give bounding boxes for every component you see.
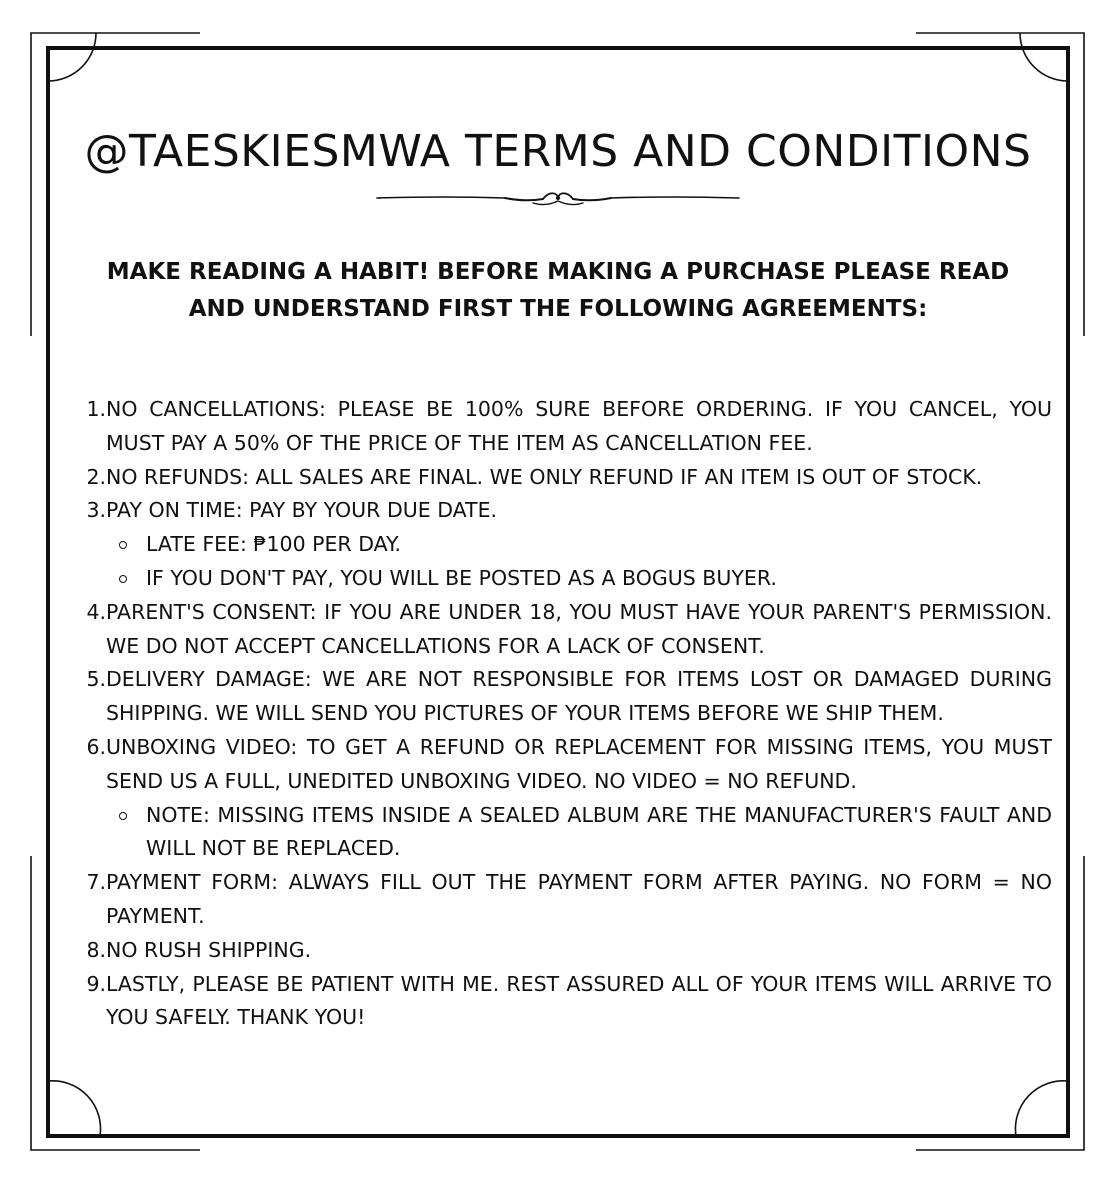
hollow-bullet-icon (119, 575, 127, 583)
corner-arc-top-left (48, 33, 96, 81)
term-item (80, 461, 1052, 495)
hollow-bullet-icon (119, 541, 127, 549)
term-number: 1. (86, 397, 106, 421)
term-item (80, 596, 1052, 664)
term-number: 6. (86, 734, 106, 759)
term-text: UNBOXING VIDEO: TO GET A REFUND OR REPLACEMENT FOR MISSING ITEMS, YOU MUST SEND US A FULL, UNEDITED UNBOXING VIDEO. NO VIDEO = NO REFUND. (106, 734, 1052, 793)
term-number: 2. (86, 464, 106, 489)
term-item (80, 934, 1052, 968)
term-number: 3. (86, 498, 106, 523)
term-number: 9. (86, 971, 106, 996)
term-text: LASTLY, PLEASE BE PATIENT WITH ME. REST ASSURED ALL OF YOUR ITEMS WILL ARRIVE TO YOU SAFELY. THANK YOU! (106, 971, 1052, 1030)
term-text: NO REFUNDS: ALL SALES ARE FINAL. WE ONLY REFUND IF AN ITEM IS OUT OF STOCK. (106, 464, 983, 489)
term-text: PARENT'S CONSENT: IF YOU ARE UNDER 18, YOU MUST HAVE YOUR PARENT'S PERMISSION. WE DO NOT ACCEPT CANCELLATIONS FOR A LACK OF CONSENT. (106, 599, 1052, 658)
term-number: 7. (86, 870, 106, 895)
term-text: NO CANCELLATIONS: PLEASE BE 100% SURE BEFORE ORDERING. IF YOU CANCEL, YOU MUST PAY A 50% OF THE PRICE OF THE ITEM AS CANCELLATION FEE. (106, 397, 1052, 455)
corner-arc-top-right (1020, 33, 1068, 81)
term-item (80, 494, 1052, 595)
term-number: 4. (86, 599, 106, 624)
term-item (80, 663, 1052, 731)
corner-bracket-top-right (1038, 33, 1084, 78)
hollow-bullet-icon (119, 812, 127, 820)
ornamental-divider-icon (375, 186, 741, 212)
term-number: 5. (86, 667, 106, 692)
term-item (80, 731, 1052, 866)
term-text: DELIVERY DAMAGE: WE ARE NOT RESPONSIBLE FOR ITEMS LOST OR DAMAGED DURING SHIPPING. WE WILL SEND YOU PICTURES OF YOUR ITEMS BEFORE WE SHIP THEM. (106, 667, 1052, 726)
term-item (80, 968, 1052, 1036)
term-subitem-text: IF YOU DON'T PAY, YOU WILL BE POSTED AS A BOGUS BUYER. (146, 565, 777, 590)
term-subitems (106, 528, 1052, 596)
corner-bracket-top-left (31, 33, 78, 78)
term-text: PAY ON TIME: PAY BY YOUR DUE DATE. (106, 498, 498, 523)
term-item (80, 393, 1052, 461)
corner-arc-bottom-left (48, 1081, 101, 1136)
term-text: NO RUSH SHIPPING. (106, 937, 312, 962)
term-subitem-text: NOTE: MISSING ITEMS INSIDE A SEALED ALBUM ARE THE MANUFACTURER'S FAULT AND WILL NOT BE REPLACED. (146, 802, 1052, 861)
term-subitems (106, 799, 1052, 867)
term-subitem (106, 562, 1052, 596)
corner-arc-bottom-right (1015, 1081, 1068, 1136)
term-subitem-text: LATE FEE: ₱100 PER DAY. (146, 532, 401, 557)
reading-notice: MAKE READING A HABIT! BEFORE MAKING A PURCHASE PLEASE READ AND UNDERSTAND FIRST THE FOLLOWING AGREEMENTS: (106, 259, 1010, 322)
term-text: PAYMENT FORM: ALWAYS FILL OUT THE PAYMENT FORM AFTER PAYING. NO FORM = NO PAYMENT. (106, 870, 1052, 928)
terms-list (80, 393, 1052, 1035)
document-title: @TAESKIESMWA TERMS AND CONDITIONS (84, 126, 1032, 177)
term-number: 8. (86, 937, 106, 962)
term-item (80, 866, 1052, 934)
term-subitem (106, 528, 1052, 562)
term-subitem (106, 799, 1052, 867)
